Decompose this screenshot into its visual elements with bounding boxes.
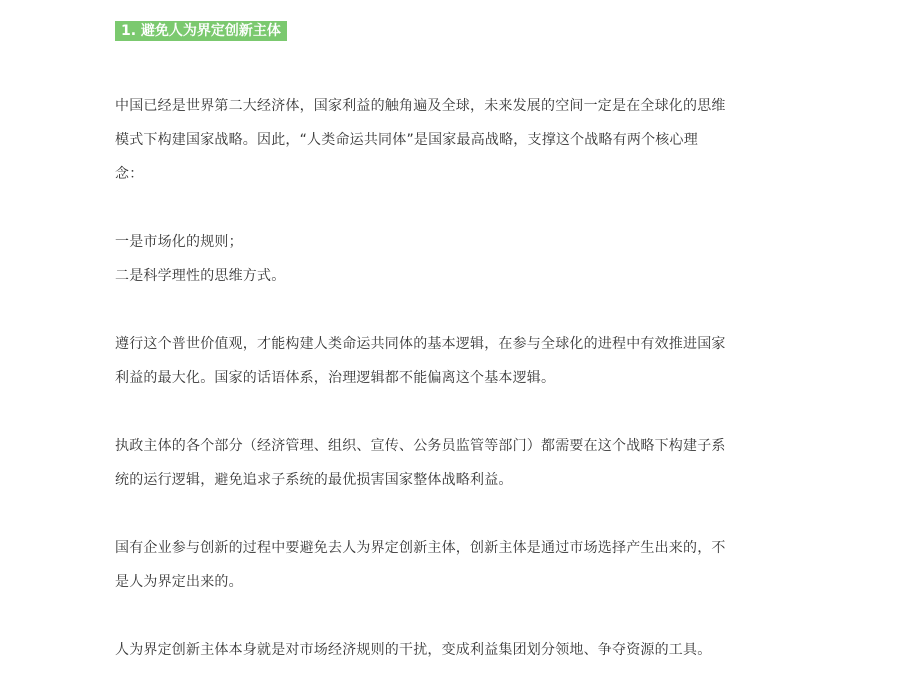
paragraph-line: 利益的最大化。国家的话语体系，治理逻辑都不能偏离这个基本逻辑。: [115, 370, 556, 386]
paragraph-line: 二是科学理性的思维方式。: [115, 268, 286, 284]
paragraph-5: [115, 531, 805, 599]
paragraph-6: [115, 633, 805, 667]
paragraph-line: 念：: [115, 166, 144, 182]
paragraph-1: [115, 89, 805, 191]
article-body: [115, 20, 805, 667]
paragraph-line: 中国已经是世界第二大经济体，国家利益的触角遍及全球，未来发展的空间一定是在全球化的思维: [115, 98, 726, 114]
paragraph-line: 统的运行逻辑，避免追求子系统的最优损害国家整体战略利益。: [115, 472, 513, 488]
paragraph-line: 是人为界定出来的。: [115, 574, 243, 590]
paragraph-line: 遵行这个普世价值观，才能构建人类命运共同体的基本逻辑，在参与全球化的进程中有效推进国家: [115, 336, 726, 352]
paragraph-3: [115, 327, 805, 395]
paragraph-line: 人为界定创新主体本身就是对市场经济规则的干扰，变成利益集团划分领地、争夺资源的工具。: [115, 642, 712, 658]
paragraph-4: [115, 429, 805, 497]
paragraph-line: 国有企业参与创新的过程中要避免去人为界定创新主体，创新主体是通过市场选择产生出来的，不: [115, 540, 726, 556]
paragraph-2: [115, 225, 805, 293]
section-heading: 1. 避免人为界定创新主体: [115, 21, 287, 41]
paragraph-line: 执政主体的各个部分（经济管理、组织、宣传、公务员监管等部门）都需要在这个战略下构建子系: [115, 438, 726, 454]
paragraph-line: 模式下构建国家战略。因此，“人类命运共同体”是国家最高战略，支撑这个战略有两个核心理: [115, 132, 698, 148]
paragraph-line: 一是市场化的规则；: [115, 234, 243, 250]
